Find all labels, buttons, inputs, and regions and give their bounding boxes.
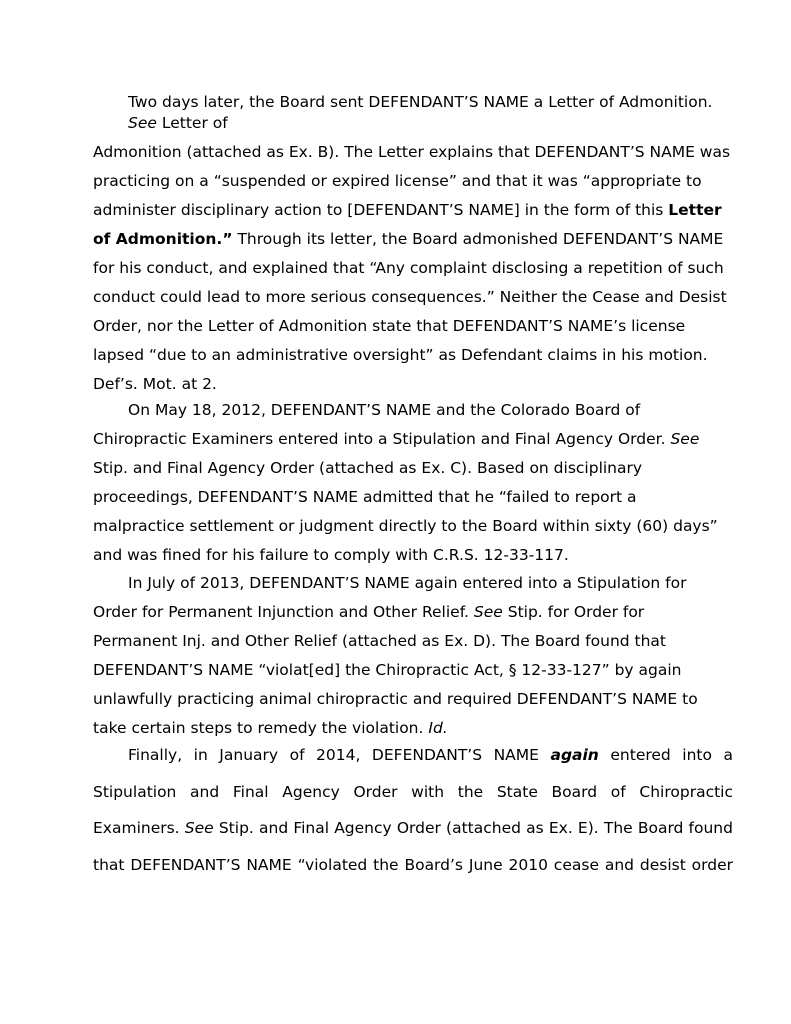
paragraph-2-text-b: Stip. and Final Agency Order (attached as Ex. C). Based on disciplinary proceedings, DEFENDANT’S NAME admitted that he “failed to report a malpractice settlement or judgment directly to the Board within sixty (60) days” and was fined for his failure to comply with C.R.S. 12-33-117. xyxy=(93,459,718,564)
paragraph-3 xyxy=(93,569,733,743)
paragraph-1-body xyxy=(93,138,733,399)
paragraph-1-text-a: Admonition (attached as Ex. B). The Letter explains that DEFENDANT’S NAME was practicing on a “suspended or expired license” and that it was “appropriate to administer disciplinary action to [DEFENDANT’S NAME] in the form of this xyxy=(93,143,731,219)
citation-id: Id. xyxy=(428,719,448,737)
paragraph-3-text-a: In July of 2013, DEFENDANT’S NAME again entered into a Stipulation for Order for Permanent Injunction and Other Relief. xyxy=(93,574,687,621)
paragraph-4-line-3-text: Examiners. xyxy=(93,819,185,837)
paragraph-1-heading-text: Two days later, the Board sent DEFENDANT’S NAME a Letter of Admonition. xyxy=(128,93,713,111)
paragraph-4-line-1-text: Finally, in January of 2014, DEFENDANT’S NAME xyxy=(128,746,551,764)
paragraph-4-line-4: that DEFENDANT’S NAME “violated the Board’s June 2010 cease and desist order xyxy=(93,855,733,874)
paragraph-1-text-b: Through its letter, the Board admonished DEFENDANT’S NAME for his conduct, and explained that “Any complaint disclosing a repetition of such conduct could lead to more serious consequences.” Neither the Cease and Desist Order, nor the Letter of Admonition state that DEFENDANT’S NAME’s license lapsed “due to an administrative oversight” as Defendant claims in his motion. Def’s. Mot. at 2. xyxy=(93,230,727,393)
paragraph-4-line-3-tail: Stip. and Final Agency Order (attached as Ex. E). The Board found xyxy=(213,819,733,837)
citation-signal-see: See xyxy=(670,430,700,448)
paragraph-3-text-b: Stip. for Order for Permanent Inj. and Other Relief (attached as Ex. D). The Board found that DEFENDANT’S NAME “violat[ed] the Chiropractic Act, § 12-33-127” by again unlawfully practicing animal chiropractic and required DEFENDANT’S NAME to take certain steps to remedy the violation. xyxy=(93,603,698,737)
citation-signal-see: See xyxy=(184,819,214,837)
paragraph-4-line-1-tail: entered into a xyxy=(598,746,733,764)
citation-signal-see: See xyxy=(473,603,503,621)
paragraph-4-line-3 xyxy=(93,810,733,847)
paragraph-1-heading xyxy=(128,92,748,134)
citation-signal-see: See xyxy=(128,114,157,132)
paragraph-2-text-a: On May 18, 2012, DEFENDANT’S NAME and the Colorado Board of Chiropractic Examiners entered into a Stipulation and Final Agency Order. xyxy=(93,401,671,448)
paragraph-4-line-2: Stipulation and Final Agency Order with the State Board of Chiropractic xyxy=(93,782,733,801)
paragraph-2 xyxy=(93,396,733,570)
bold-italic-emphasis: again xyxy=(550,746,599,764)
paragraph-4 xyxy=(93,737,733,883)
paragraph-1-heading-tail: Letter of xyxy=(156,114,228,132)
paragraph-1-bold-emphasis: Letter of Admonition.” xyxy=(93,201,722,248)
paragraph-4-line-1 xyxy=(93,737,733,774)
